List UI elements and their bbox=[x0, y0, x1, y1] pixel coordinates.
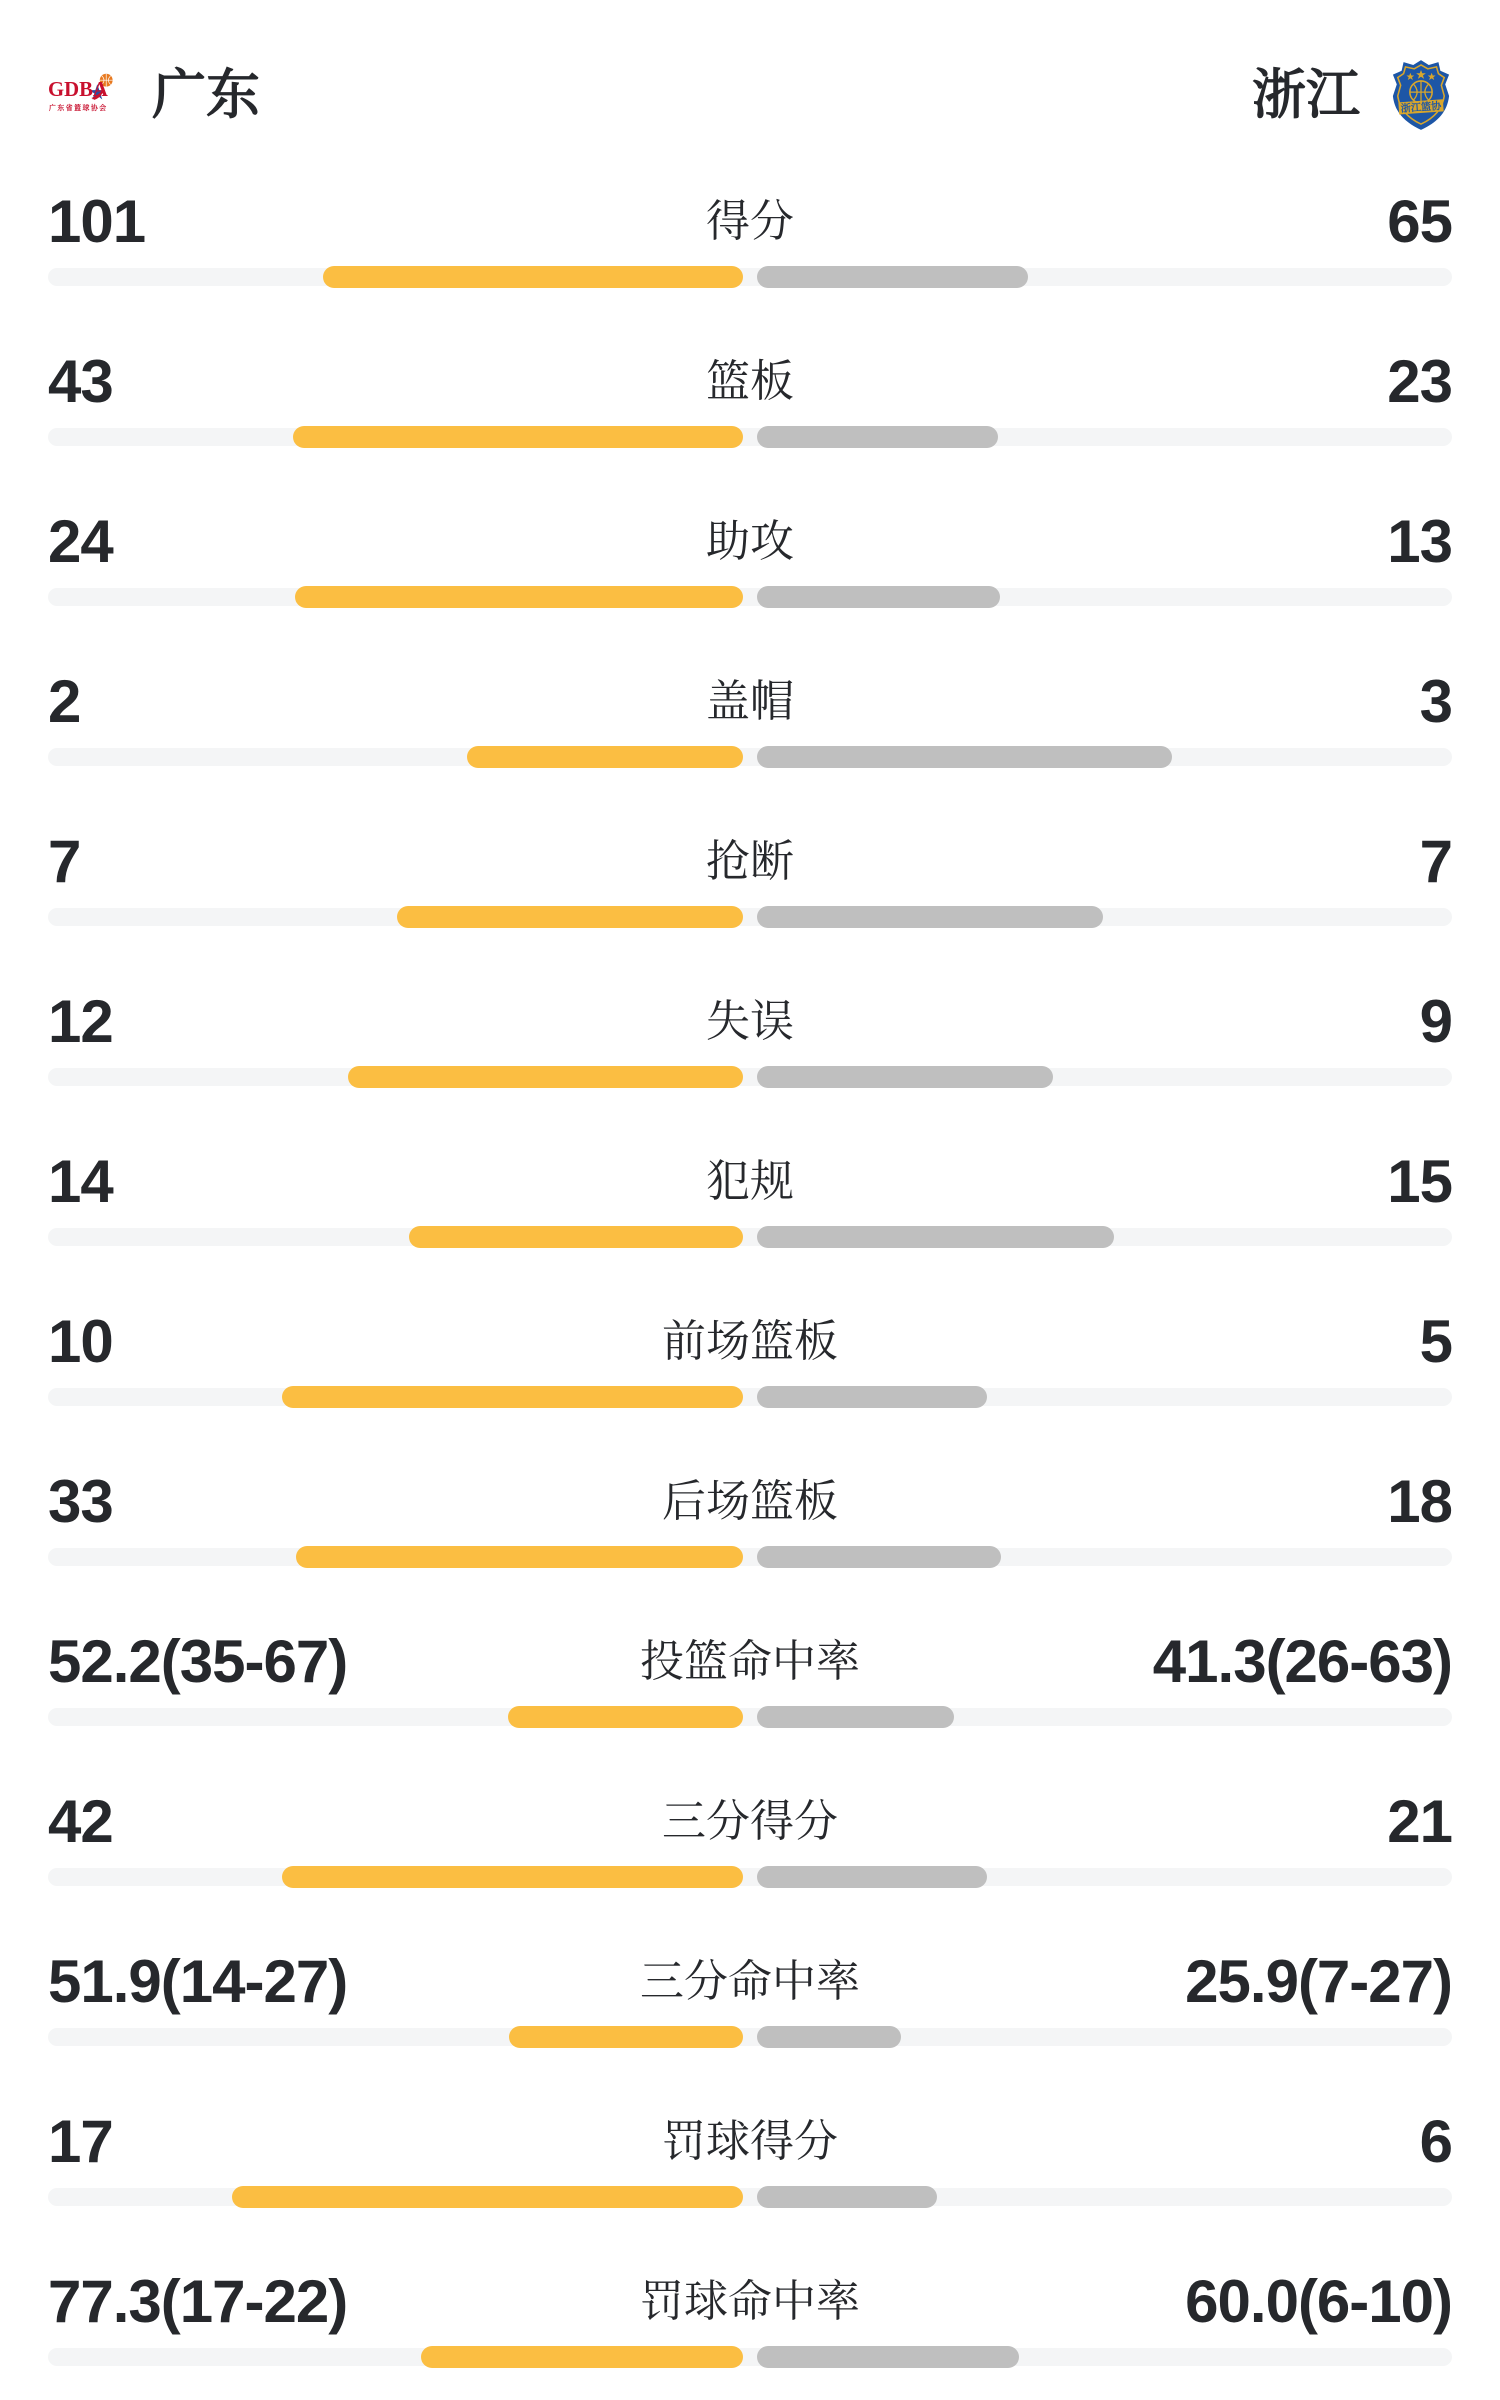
gdba-logo-text: GDBA bbox=[48, 78, 108, 101]
away-bar bbox=[757, 2186, 937, 2208]
away-value: 21 bbox=[1387, 1788, 1452, 1855]
stat-row bbox=[0, 320, 1500, 480]
away-bar bbox=[757, 1386, 987, 1408]
away-value: 6 bbox=[1419, 2108, 1452, 2175]
stat-row bbox=[0, 1440, 1500, 1600]
stat-label: 抢断 bbox=[706, 837, 794, 886]
home-value: 51.9(14-27) bbox=[48, 1948, 348, 2015]
away-bar bbox=[757, 586, 1000, 608]
home-bar bbox=[323, 266, 743, 288]
zhejiang-shield-icon bbox=[1390, 58, 1452, 132]
stat-label: 篮板 bbox=[706, 357, 794, 406]
stat-row bbox=[0, 480, 1500, 640]
stat-label: 后场篮板 bbox=[662, 1477, 838, 1526]
stat-label: 盖帽 bbox=[706, 677, 794, 726]
home-team-name: 广东 bbox=[152, 65, 260, 125]
away-bar bbox=[757, 1866, 987, 1888]
scoreboard-header bbox=[0, 0, 1500, 160]
home-team-header[interactable] bbox=[48, 65, 260, 125]
stat-row bbox=[0, 960, 1500, 1120]
stat-bar-track bbox=[48, 1068, 1452, 1086]
stat-bar-track bbox=[48, 2348, 1452, 2366]
away-value: 15 bbox=[1387, 1148, 1452, 1215]
stat-row bbox=[0, 2240, 1500, 2400]
home-value: 43 bbox=[48, 348, 113, 415]
away-team-name: 浙江 bbox=[1252, 65, 1360, 125]
stats-comparison-list bbox=[0, 160, 1500, 2400]
stat-row bbox=[0, 1280, 1500, 1440]
stat-bar-track bbox=[48, 1548, 1452, 1566]
home-bar bbox=[409, 1226, 743, 1248]
home-bar bbox=[282, 1866, 743, 1888]
home-bar bbox=[421, 2346, 743, 2368]
away-value: 7 bbox=[1419, 828, 1452, 895]
away-value: 9 bbox=[1419, 988, 1452, 1055]
stat-row bbox=[0, 1600, 1500, 1760]
gdba-logo-subtext: 广东省篮球协会 bbox=[48, 104, 108, 112]
stat-bar-track bbox=[48, 1388, 1452, 1406]
home-value: 101 bbox=[48, 188, 146, 255]
home-bar bbox=[397, 906, 743, 928]
home-value: 33 bbox=[48, 1468, 113, 1535]
away-bar bbox=[757, 2026, 901, 2048]
stat-bar-track bbox=[48, 2188, 1452, 2206]
away-bar bbox=[757, 906, 1103, 928]
stat-bar-track bbox=[48, 2028, 1452, 2046]
stat-row bbox=[0, 800, 1500, 960]
away-value: 13 bbox=[1387, 508, 1452, 575]
home-bar bbox=[232, 2186, 743, 2208]
home-bar bbox=[282, 1386, 743, 1408]
home-bar bbox=[508, 1706, 743, 1728]
home-value: 2 bbox=[48, 668, 81, 735]
stat-bar-track bbox=[48, 1708, 1452, 1726]
away-bar bbox=[757, 1706, 954, 1728]
stat-row bbox=[0, 640, 1500, 800]
stat-row bbox=[0, 160, 1500, 320]
away-value: 3 bbox=[1419, 668, 1452, 735]
home-bar bbox=[295, 586, 743, 608]
stat-label: 前场篮板 bbox=[662, 1317, 838, 1366]
home-bar bbox=[348, 1066, 743, 1088]
away-value: 23 bbox=[1387, 348, 1452, 415]
home-value: 17 bbox=[48, 2108, 113, 2175]
stat-bar-track bbox=[48, 748, 1452, 766]
home-value: 12 bbox=[48, 988, 113, 1055]
home-bar bbox=[293, 426, 743, 448]
stat-label: 失误 bbox=[706, 997, 794, 1046]
stat-label: 助攻 bbox=[706, 517, 794, 566]
stat-bar-track bbox=[48, 428, 1452, 446]
away-value: 25.9(7-27) bbox=[1185, 1948, 1452, 2015]
home-value: 14 bbox=[48, 1148, 113, 1215]
away-value: 5 bbox=[1419, 1308, 1452, 1375]
away-bar bbox=[757, 1066, 1053, 1088]
shield-banner-text: 浙江篮协 bbox=[1400, 101, 1442, 115]
away-bar bbox=[757, 266, 1028, 288]
stat-row bbox=[0, 1920, 1500, 2080]
home-value: 24 bbox=[48, 508, 113, 575]
stat-label: 三分得分 bbox=[662, 1797, 838, 1846]
stat-bar-track bbox=[48, 1868, 1452, 1886]
away-bar bbox=[757, 2346, 1019, 2368]
away-bar bbox=[757, 1226, 1114, 1248]
home-value: 42 bbox=[48, 1788, 113, 1855]
stat-bar-track bbox=[48, 268, 1452, 286]
stat-row bbox=[0, 1760, 1500, 1920]
away-value: 41.3(26-63) bbox=[1152, 1628, 1452, 1695]
stat-label: 三分命中率 bbox=[640, 1957, 860, 2006]
home-bar bbox=[509, 2026, 743, 2048]
stat-bar-track bbox=[48, 588, 1452, 606]
away-bar bbox=[757, 746, 1172, 768]
stat-bar-track bbox=[48, 1228, 1452, 1246]
away-value: 18 bbox=[1387, 1468, 1452, 1535]
home-value: 52.2(35-67) bbox=[48, 1628, 348, 1695]
gdba-logo-icon bbox=[48, 70, 122, 120]
stat-label: 犯规 bbox=[706, 1157, 794, 1206]
stat-label: 投篮命中率 bbox=[640, 1637, 860, 1686]
away-bar bbox=[757, 1546, 1001, 1568]
home-bar bbox=[296, 1546, 743, 1568]
stat-label: 得分 bbox=[706, 197, 794, 246]
away-value: 65 bbox=[1387, 188, 1452, 255]
stat-label: 罚球得分 bbox=[662, 2117, 838, 2166]
stat-label: 罚球命中率 bbox=[640, 2277, 860, 2326]
away-bar bbox=[757, 426, 998, 448]
stat-row bbox=[0, 1120, 1500, 1280]
away-team-header[interactable] bbox=[1252, 58, 1452, 132]
stat-row bbox=[0, 2080, 1500, 2240]
home-value: 7 bbox=[48, 828, 81, 895]
home-bar bbox=[467, 746, 743, 768]
home-value: 10 bbox=[48, 1308, 113, 1375]
stat-bar-track bbox=[48, 908, 1452, 926]
away-value: 60.0(6-10) bbox=[1185, 2268, 1452, 2335]
home-value: 77.3(17-22) bbox=[48, 2268, 348, 2335]
